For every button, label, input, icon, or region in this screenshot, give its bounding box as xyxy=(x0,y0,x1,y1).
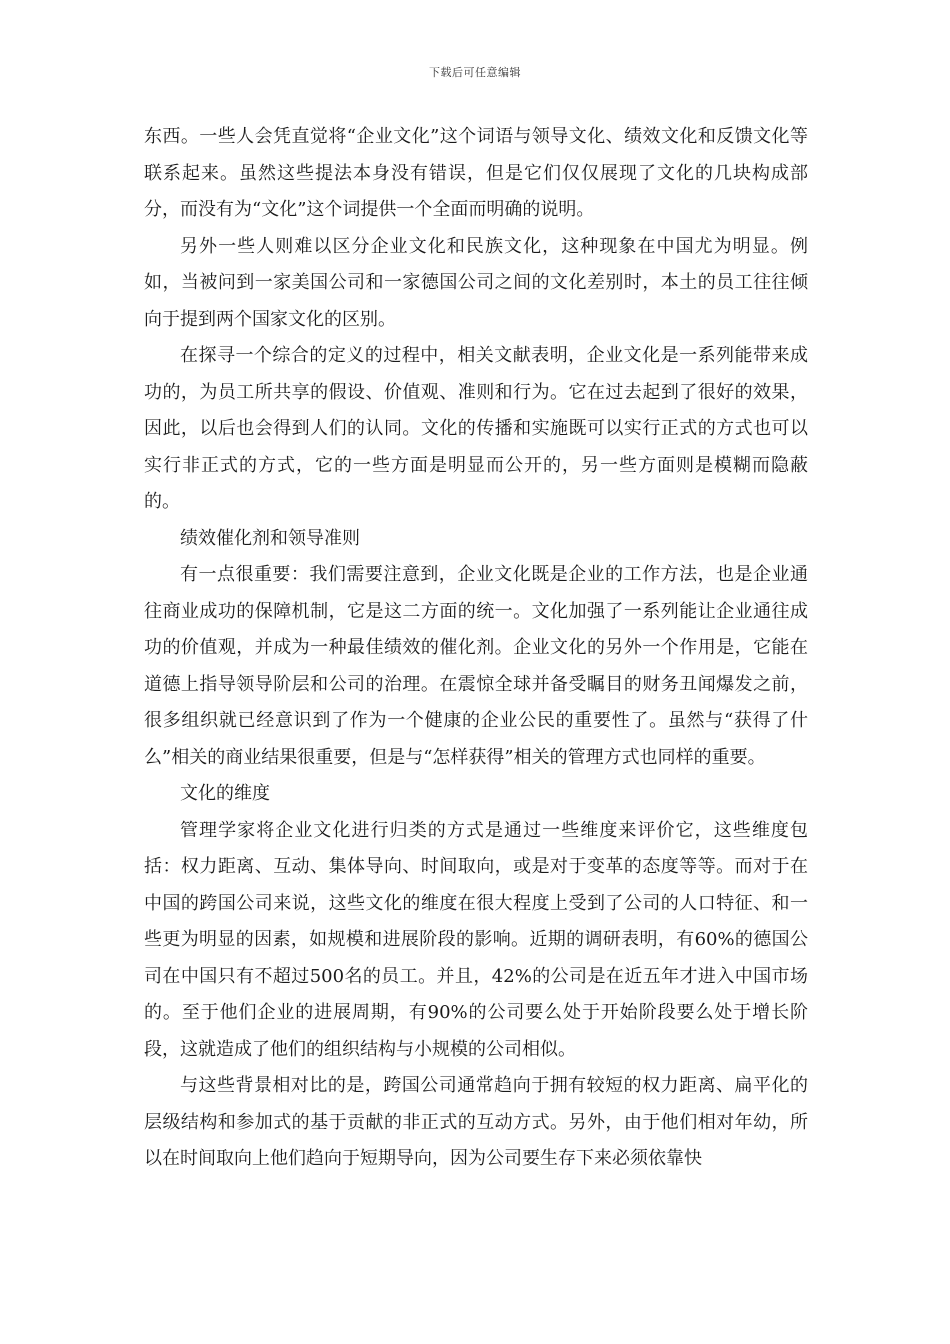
paragraph: 与这些背景相对比的是，跨国公司通常趋向于拥有较短的权力距离、扁平化的层级结构和参加式的基于贡献的非正式的互动方式。另外，由于他们相对年幼，所以在时间取向上他们趋向于短期导向，因为公司要生存下来必须依靠快 xyxy=(144,1075,808,1169)
section-heading-dimensions: 文化的维度 xyxy=(180,783,270,804)
paragraph: 另外一些人则难以区分企业文化和民族文化，这种现象在中国尤为明显。例如，当被问到一家美国公司和一家德国公司之间的文化差别时，本土的员工往往倾向于提到两个国家文化的区别。 xyxy=(144,235,808,330)
paragraph: 管理学家将企业文化进行归类的方式是通过一些维度来评价它，这些维度包括：权力距离、互动、集体导向、时间取向，或是对于变革的态度等等。而对于在中国的跨国公司来说，这些文化的维度在很大程度上受到了公司的人口特征、和一些更为明显的因素，如规模和进展阶段的影响。近期的调研表明，有60%的德国公司在中国只有不超过500名的员工。并且，42%的公司是在近五年才进入中国市场的。至于他们企业的进展周期，有90%的公司要么处于开始阶段要么处于增长阶段，这就造成了他们的组织结构与小规模的公司相似。 xyxy=(144,819,808,1060)
paragraph: 在探寻一个综合的定义的过程中，相关文献表明，企业文化是一系列能带来成功的，为员工所共享的假设、价值观、准则和行为。它在过去起到了很好的效果，因此，以后也会得到人们的认同。文化的传播和实施既可以实行正式的方式也可以实行非正式的方式，它的一些方面是明显而公开的，另一些方面则是模糊而隐蔽的。 xyxy=(144,345,808,512)
document-body xyxy=(144,119,808,1178)
paragraph-continuation: 东西。一些人会凭直觉将“企业文化”这个词语与领导文化、绩效文化和反馈文化等联系起来。虽然这些提法本身没有错误，但是它们仅仅展现了文化的几块构成部分，而没有为“文化”这个词提供一个全面而明确的说明。 xyxy=(144,126,808,220)
section-heading-performance: 绩效催化剂和领导准则 xyxy=(180,527,360,549)
paragraph: 有一点很重要：我们需要注意到，企业文化既是企业的工作方法，也是企业通往商业成功的保障机制，它是这二方面的统一。文化加强了一系列能让企业通往成功的价值观，并成为一种最佳绩效的催化剂。企业文化的另外一个作用是，它能在道德上指导领导阶层和公司的治理。在震惊全球并备受瞩目的财务丑闻爆发之前，很多组织就已经意识到了作为一个健康的企业公民的重要性了。虽然与“获得了什么”相关的商业结果很重要，但是与“怎样获得”相关的管理方式也同样的重要。 xyxy=(144,564,808,768)
page-header: 下载后可任意编辑 xyxy=(429,66,521,79)
